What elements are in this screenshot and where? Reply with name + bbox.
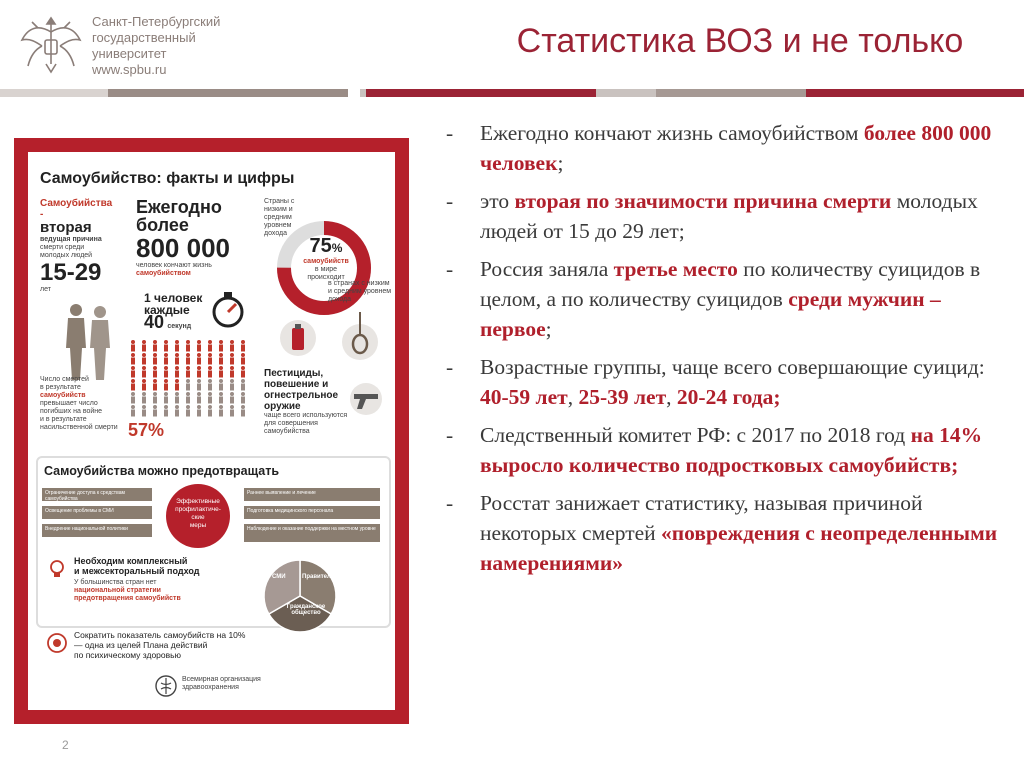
measures-1: Эффективные xyxy=(176,498,220,505)
suicides-world-3: происходит xyxy=(307,274,345,281)
person-figure-icon xyxy=(175,392,179,404)
left-boxes xyxy=(42,488,152,537)
lead-cause: ведущая причина xyxy=(40,236,102,243)
countries-low-2: низким и средним xyxy=(264,206,293,221)
bullet-text: молодых людей от 15 до 29 лет; xyxy=(480,189,978,243)
person-figure-icon xyxy=(219,405,223,417)
pie-label-government: Правительство xyxy=(302,574,349,580)
deaths-2: в результате xyxy=(40,384,81,391)
bullet-highlight: 20-24 года; xyxy=(676,385,781,409)
left-box: Освещение проблемы в СМИ xyxy=(42,506,152,519)
bullet-item xyxy=(440,254,1010,344)
bullet-highlight: более 800 000 человек xyxy=(480,121,992,175)
person-figure-icon xyxy=(142,353,146,365)
most-1: У большинства стран нет xyxy=(74,579,157,586)
one-person-1: 1 человек xyxy=(144,291,203,305)
bullet-text: Возрастные группы, чаще всего совершающие суицид: xyxy=(480,355,985,379)
person-figure-icon xyxy=(153,379,157,391)
person-figure-icon xyxy=(197,366,201,378)
who-2: здравоохранения xyxy=(182,684,239,691)
person-figure-icon xyxy=(153,366,157,378)
left-box: Внедрение национальной политики xyxy=(42,524,152,537)
bullet-highlight: «повреждения с неопределенными намерениями» xyxy=(480,521,998,575)
person-figure-icon xyxy=(208,405,212,417)
methods-2: для совершения самоубийства xyxy=(264,420,318,435)
who-1: Всемирная организация xyxy=(182,676,261,683)
poster-title: Самоубийство: факты и цифры xyxy=(40,170,295,187)
person-figure-icon xyxy=(142,366,146,378)
person-figure-icon xyxy=(208,366,212,378)
in-countries-block xyxy=(328,280,392,304)
person-figure-icon xyxy=(164,353,168,365)
person-figure-icon xyxy=(164,366,168,378)
person-figure-icon xyxy=(230,366,234,378)
university-url: www.spbu.ru xyxy=(92,62,167,77)
university-name xyxy=(92,14,220,78)
percent-75: 75 xyxy=(309,235,332,257)
stopwatch-icon xyxy=(210,290,246,330)
noose-icon xyxy=(340,312,380,362)
person-figure-icon xyxy=(164,392,168,404)
second-word: вторая xyxy=(40,219,92,236)
person-figure-icon xyxy=(175,379,179,391)
second-cause-label: Самоубийства - xyxy=(40,198,113,220)
bullet-text: по количеству суицидов в целом, а по количеству суицидов xyxy=(480,257,981,311)
yearly-1: Ежегодно xyxy=(136,197,222,217)
person-figure-icon xyxy=(230,405,234,417)
person-figure-icon xyxy=(131,405,135,417)
person-figure-icon xyxy=(142,340,146,352)
pesticides-1: Пестициды, xyxy=(264,368,324,379)
person-figure-icon xyxy=(241,379,245,391)
person-figure-icon xyxy=(131,353,135,365)
gun-icon xyxy=(346,382,386,416)
need-block xyxy=(74,556,224,603)
bullet-highlight: 25-39 лет xyxy=(578,385,667,409)
person-figure-icon xyxy=(230,379,234,391)
pie-label-civil: Гражданское общество xyxy=(286,604,326,616)
person-figure-icon xyxy=(186,340,190,352)
percent-sign: % xyxy=(331,241,343,255)
right-boxes xyxy=(244,488,380,542)
bullet-dash: - xyxy=(446,189,454,213)
person-figure-icon xyxy=(230,353,234,365)
person-figure-icon xyxy=(208,379,212,391)
seconds-unit: секунд xyxy=(167,323,192,330)
bullet-item xyxy=(440,420,1010,480)
person-figure-icon xyxy=(208,392,212,404)
target-icon xyxy=(46,632,68,654)
reduce-block xyxy=(74,630,294,660)
deaths-5: погибших на войне xyxy=(40,408,103,415)
person-figure-icon xyxy=(175,353,179,365)
in-countries-3: дохода xyxy=(328,296,352,303)
person-figure-icon xyxy=(241,340,245,352)
who-block xyxy=(182,676,282,692)
person-figure-icon xyxy=(164,405,168,417)
methods-1: чаще всего используются xyxy=(264,412,348,419)
who-logo-icon xyxy=(154,674,178,698)
person-figure-icon xyxy=(219,379,223,391)
person-figure-icon xyxy=(131,379,135,391)
bullet-item xyxy=(440,186,1010,246)
person-figure-icon xyxy=(131,366,135,378)
age-unit: лет xyxy=(40,286,51,293)
one-person-2: каждые xyxy=(144,303,190,317)
yearly-2: более xyxy=(136,215,189,235)
bullet-highlight: на 14% выросло количество подростковых самоубийств; xyxy=(480,423,983,477)
person-figure-icon xyxy=(208,353,212,365)
person-figure-icon xyxy=(186,353,190,365)
need-2: и межсекторальный подход xyxy=(74,566,200,576)
university-line: Санкт-Петербургский xyxy=(92,14,221,29)
person-figure-icon xyxy=(241,366,245,378)
bullet-dash: - xyxy=(446,491,454,515)
person-figure-icon xyxy=(186,366,190,378)
person-figure-icon xyxy=(142,405,146,417)
suicides-world-2: в мире xyxy=(314,266,338,273)
person-figure-icon xyxy=(164,340,168,352)
bullet-text: Следственный комитет РФ: с 2017 по 2018 год xyxy=(480,423,911,447)
pesticides-4: оружие xyxy=(264,401,301,412)
measures-3: ские xyxy=(191,514,205,521)
person-figure-icon xyxy=(186,392,190,404)
reduce-1: Сократить показатель самоубийств на 10% xyxy=(74,630,246,640)
person-figure-icon xyxy=(153,392,157,404)
silhouettes-icon xyxy=(58,302,118,382)
need-1: Необходим комплексный xyxy=(74,556,188,566)
person-figure-icon xyxy=(142,379,146,391)
bullet-highlight: вторая по значимости причина смерти xyxy=(514,189,892,213)
percent-57: 57% xyxy=(128,420,165,440)
deaths-6: и в результате xyxy=(40,416,87,423)
person-figure-icon xyxy=(230,340,234,352)
bullet-text: Росстат занижает статистику, называя причиной некоторых смертей xyxy=(480,491,923,545)
right-box: Наблюдение и оказание поддержки на местном уровне xyxy=(244,524,380,542)
spbu-emblem-icon xyxy=(16,10,86,80)
bullet-dash: - xyxy=(446,355,454,379)
bullet-list xyxy=(440,118,1010,586)
person-figure-icon xyxy=(241,405,245,417)
age-range: 15-29 xyxy=(40,259,102,286)
bullet-highlight: среди мужчин – первое xyxy=(480,287,941,341)
bullet-item xyxy=(440,118,1010,178)
person-figure-icon xyxy=(219,340,223,352)
person-figure-icon xyxy=(175,405,179,417)
person-figure-icon xyxy=(208,340,212,352)
sectors-pie xyxy=(260,556,340,636)
bullet-text: ; xyxy=(557,151,564,175)
person-figure-icon xyxy=(197,340,201,352)
pesticides-3: огнестрельное xyxy=(264,390,339,401)
left-box: Ограничение доступа к средствам самоубийства xyxy=(42,488,152,501)
bullet-dash: - xyxy=(446,423,454,447)
poster-content xyxy=(28,152,395,710)
person-figure-icon xyxy=(197,353,201,365)
right-box: Подготовка медицинского персонала xyxy=(244,506,380,519)
bullet-highlight: 40-59 лет xyxy=(480,385,568,409)
person-figure-icon xyxy=(153,340,157,352)
person-figure-icon xyxy=(197,379,201,391)
person-figure-icon xyxy=(175,340,179,352)
person-figure-icon xyxy=(186,379,190,391)
deaths-3: самоубийств xyxy=(40,392,86,399)
person-figure-icon xyxy=(230,392,234,404)
bullet-text: Россия заняла xyxy=(480,257,614,281)
pesticide-can-icon xyxy=(278,318,318,358)
right-box: Раннее выявление и лечение xyxy=(244,488,380,501)
lightbulb-icon xyxy=(46,558,68,580)
bullet-highlight: третье место xyxy=(613,257,738,281)
university-line: университет xyxy=(92,46,167,61)
lead-cause-3: молодых людей xyxy=(40,252,93,259)
one-person-block xyxy=(144,292,214,331)
pie-label-media: СМИ xyxy=(272,574,286,580)
seconds-number: 40 xyxy=(144,312,165,332)
second-cause-block xyxy=(40,198,113,294)
page-number: 2 xyxy=(62,738,69,752)
bullet-text: , xyxy=(567,385,579,409)
yearly-block xyxy=(136,198,256,278)
deaths-block xyxy=(40,376,120,432)
who-infographic-poster xyxy=(14,138,409,724)
measures-4: меры xyxy=(189,522,207,529)
person-figure-icon xyxy=(142,392,146,404)
person-figure-icon xyxy=(153,405,157,417)
deaths-4: превышает число xyxy=(40,400,98,407)
bullet-text: это xyxy=(480,189,515,213)
countries-low-1: Страны с xyxy=(264,198,295,205)
person-figure-icon xyxy=(219,353,223,365)
person-figure-icon xyxy=(175,366,179,378)
person-figure-icon xyxy=(241,353,245,365)
yearly-caption: человек кончают жизнь xyxy=(136,262,212,269)
suicides-world-1: самоубийств xyxy=(303,258,349,265)
person-figure-icon xyxy=(197,405,201,417)
donut-center xyxy=(296,236,356,282)
yearly-number: 800 000 xyxy=(136,233,230,263)
bullet-item xyxy=(440,352,1010,412)
preventable-title: Самоубийства можно предотвращать xyxy=(44,464,280,478)
bullet-text: ; xyxy=(545,317,552,341)
bullet-dash: - xyxy=(446,121,454,145)
person-figure-icon xyxy=(164,379,168,391)
person-figure-icon xyxy=(219,366,223,378)
slide-title: Статистика ВОЗ и не только xyxy=(516,22,964,60)
person-figure-icon xyxy=(131,392,135,404)
in-countries-1: в странах с низким xyxy=(328,280,390,287)
bullet-text: , xyxy=(666,385,677,409)
deaths-7: насильственной смерти xyxy=(40,424,118,431)
reduce-2: — одна из целей Плана действий xyxy=(74,640,208,650)
bullet-item xyxy=(440,488,1010,578)
most-3: предотвращения самоубийств xyxy=(74,595,181,602)
bullet-dash: - xyxy=(446,257,454,281)
yearly-caption-2: самоубийством xyxy=(136,270,191,277)
person-figure-icon xyxy=(241,392,245,404)
in-countries-2: и средним уровнем xyxy=(328,288,392,295)
countries-low-3: уровнем дохода xyxy=(264,222,292,237)
bullet-text: Ежегодно кончают жизнь самоубийством xyxy=(480,121,864,145)
reduce-3: по психическому здоровью xyxy=(74,650,181,660)
person-figure-icon xyxy=(197,392,201,404)
most-2: национальной стратегии xyxy=(74,587,161,594)
measures-circle xyxy=(166,484,230,548)
color-stripe xyxy=(0,89,1024,97)
university-line: государственный xyxy=(92,30,196,45)
person-figure-icon xyxy=(219,392,223,404)
pesticides-2: повешение и xyxy=(264,379,329,390)
person-figure-icon xyxy=(153,353,157,365)
lead-cause-2: смерти среди xyxy=(40,244,85,251)
deaths-1: Число смертей xyxy=(40,376,89,383)
pesticides-block xyxy=(264,368,354,436)
person-figure-icon xyxy=(131,340,135,352)
person-figure-icon xyxy=(186,405,190,417)
measures-2: профилактиче- xyxy=(175,506,221,513)
